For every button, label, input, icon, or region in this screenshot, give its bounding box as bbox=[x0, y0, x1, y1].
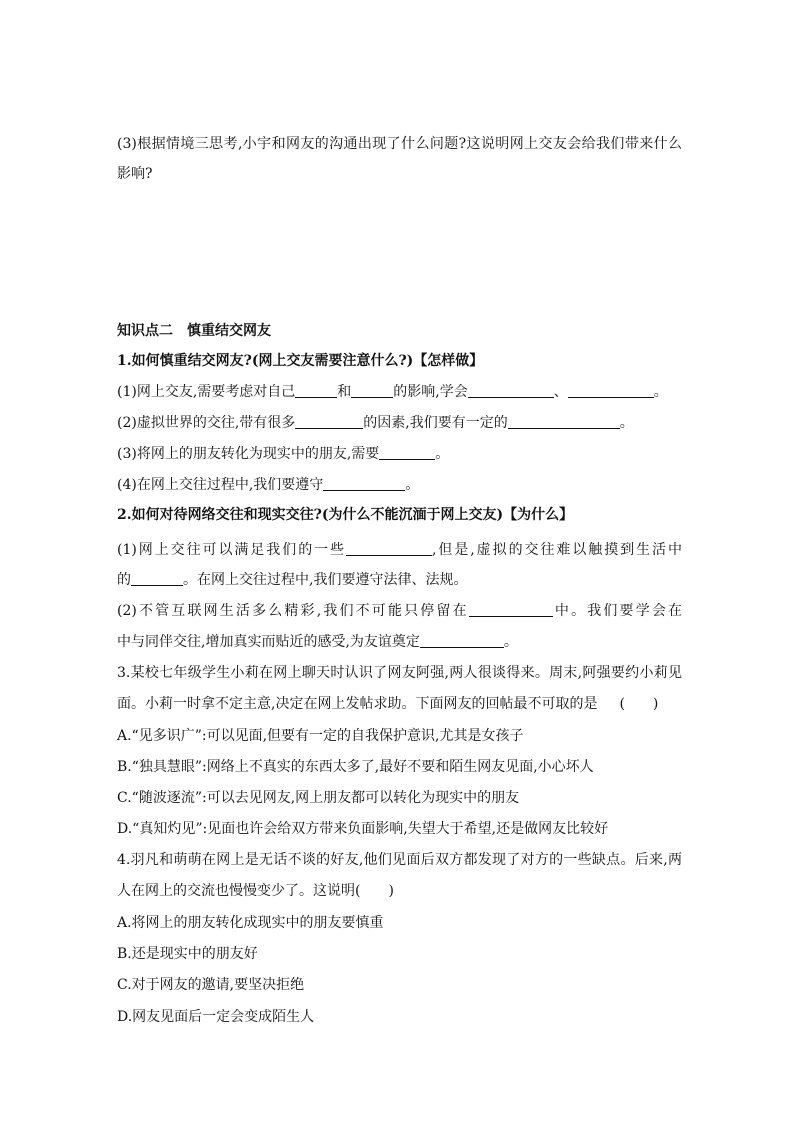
question-3b-stem: 面。小莉一时拿不定主意,决定在网上发帖求助。下面网友的回帖最不可取的是 bbox=[117, 696, 598, 712]
option-a[interactable]: A.将网上的朋友转化成现实中的朋友要慎重 bbox=[117, 915, 384, 931]
item-1-4-text-b: 。 bbox=[405, 477, 420, 493]
item-1-3-text-b: 。 bbox=[435, 446, 450, 462]
item-2-1-line-1 bbox=[117, 540, 682, 560]
knowledge-point-heading: 知识点二 慎重结交网友 bbox=[117, 323, 271, 339]
fill-blank[interactable] bbox=[468, 382, 554, 398]
item-2-2b-text-a: 中与同伴交往,增加真实而贴近的感受,为友谊奠定 bbox=[117, 634, 420, 650]
item-1-1 bbox=[117, 382, 682, 402]
fill-blank[interactable] bbox=[568, 382, 654, 398]
item-2-1-line-2 bbox=[117, 570, 682, 590]
question-3-line-1: (3)根据情境三思考,小宇和网友的沟通出现了什么问题?这说明网上交友会给我们带来什么 bbox=[117, 136, 682, 152]
item-1-2-text-a: (2)虚拟世界的交往,带有很多 bbox=[117, 415, 296, 431]
item-1-1-text-e: 。 bbox=[653, 384, 668, 400]
item-2-1-text-b: ,但是,虚拟的交往难以触摸到生活中 bbox=[432, 542, 682, 558]
option-d[interactable]: D.“真知灼见”:见面也许会给双方带来负面影响,失望大于希望,还是做网友比较好 bbox=[117, 821, 609, 837]
fill-blank[interactable] bbox=[295, 413, 363, 429]
item-1-3 bbox=[117, 444, 682, 464]
item-1-1-text-c: 的影响,学会 bbox=[393, 384, 468, 400]
item-1-2 bbox=[117, 413, 682, 433]
item-1-3-text-a: (3)将网上的朋友转化为现实中的朋友,需要 bbox=[117, 446, 380, 462]
option-c[interactable]: C.对于网友的邀请,要坚决拒绝 bbox=[117, 977, 305, 993]
fill-blank[interactable] bbox=[351, 382, 393, 398]
option-b[interactable]: B.“独具慧眼”:网络上不真实的东西太多了,最好不要和陌生网友见面,小心坏人 bbox=[117, 759, 594, 775]
item-2-2-text-a: (2)不管互联网生活多么精彩,我们不可能只停留在 bbox=[117, 603, 469, 619]
option-a[interactable]: A.“见多识广”:可以见面,但要有一定的自我保护意识,尤其是女孩子 bbox=[117, 728, 524, 744]
item-1-2-text-c: 。 bbox=[619, 415, 634, 431]
item-2-1-text-a: (1)网上交往可以满足我们的一些 bbox=[117, 542, 347, 558]
answer-parentheses: ( ) bbox=[619, 696, 659, 712]
fill-blank[interactable] bbox=[379, 444, 435, 460]
item-2-1b-text-b: 。在网上交往过程中,我们要遵守法律、法规。 bbox=[183, 572, 468, 588]
item-1-4-text-a: (4)在网上交往过程中,我们要遵守 bbox=[117, 477, 324, 493]
item-1-1-text-a: (1)网上交友,需要考虑对自己 bbox=[117, 384, 296, 400]
item-2-2-text-b: 中。我们要学会在 bbox=[552, 603, 683, 619]
fill-blank[interactable] bbox=[323, 475, 405, 491]
question-3-line-2: 影响? bbox=[117, 166, 153, 182]
fill-blank[interactable] bbox=[346, 540, 432, 556]
question-3b-line-2 bbox=[117, 694, 682, 714]
question-4-line-2: 人在网上的交流也慢慢变少了。这说明( ) bbox=[117, 883, 394, 899]
fill-blank[interactable] bbox=[420, 632, 504, 648]
section-1-title: 1.如何慎重结交网友?(网上交友需要注意什么?)【怎样做】 bbox=[117, 353, 484, 369]
question-4-line-1: 4.羽凡和萌萌在网上是无话不谈的好友,他们见面后双方都发现了对方的一些缺点。后来,两 bbox=[117, 852, 682, 868]
fill-blank[interactable] bbox=[508, 413, 620, 429]
question-3b-line-1: 3.某校七年级学生小莉在网上聊天时认识了网友阿强,两人很谈得来。周末,阿强要约小莉见 bbox=[117, 665, 682, 681]
option-b[interactable]: B.还是现实中的朋友好 bbox=[117, 946, 258, 962]
section-2-title: 2.如何对待网络交往和现实交往?(为什么不能沉湎于网上交友)【为什么】 bbox=[117, 507, 574, 523]
fill-blank[interactable] bbox=[469, 601, 553, 617]
item-1-1-text-b: 和 bbox=[337, 384, 352, 400]
fill-blank[interactable] bbox=[295, 382, 337, 398]
item-2-2b-text-b: 。 bbox=[503, 634, 518, 650]
item-2-2-line-2 bbox=[117, 632, 682, 652]
fill-blank[interactable] bbox=[131, 570, 183, 586]
item-2-1b-text-a: 的 bbox=[117, 572, 131, 588]
item-2-2-line-1 bbox=[117, 601, 682, 621]
item-1-2-text-b: 的因素,我们要有一定的 bbox=[363, 415, 508, 431]
item-1-1-text-d: 、 bbox=[553, 384, 568, 400]
item-1-4 bbox=[117, 475, 682, 495]
option-c[interactable]: C.“随波逐流”:可以去见网友,网上朋友都可以转化为现实中的朋友 bbox=[117, 790, 520, 806]
option-d[interactable]: D.网友见面后一定会变成陌生人 bbox=[117, 1009, 315, 1025]
